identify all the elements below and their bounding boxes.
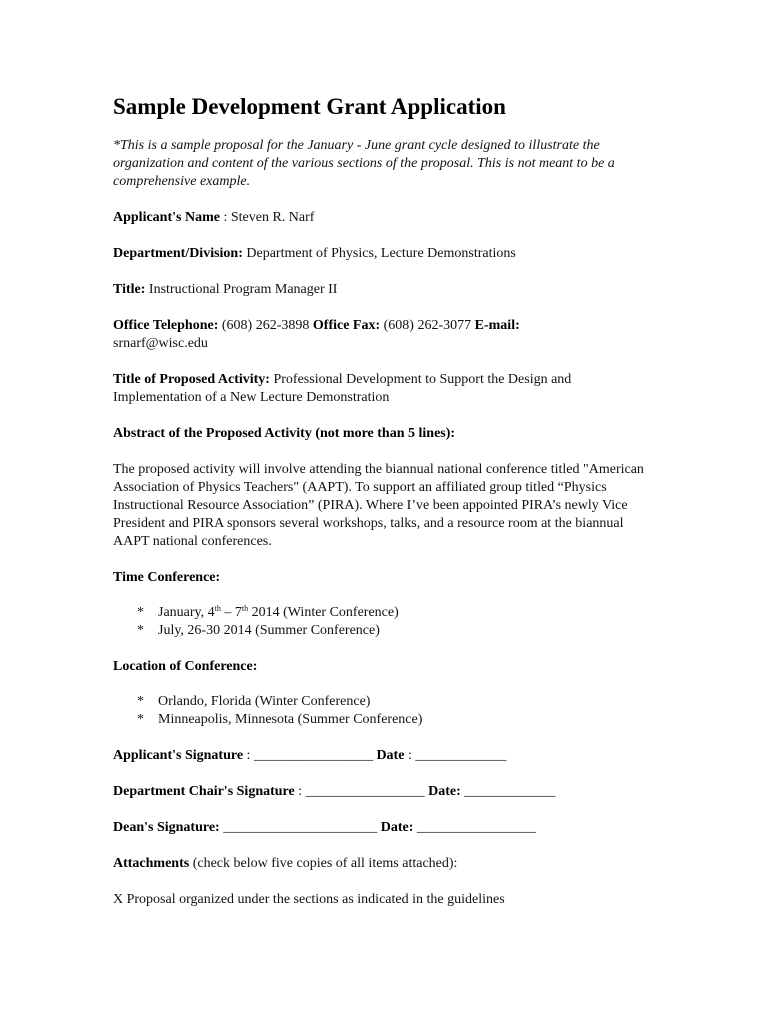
bullet-star: * bbox=[137, 712, 144, 727]
attachments-line bbox=[113, 855, 660, 873]
sample-note: *This is a sample proposal for the January - June grant cycle designed to illustrate the organization and content of the various sections of the proposal. This is not meant to be a comprehensive example. bbox=[113, 138, 615, 189]
contact-line bbox=[113, 317, 660, 353]
summer-date: July, 26-30 2014 (Summer Conference) bbox=[158, 623, 380, 638]
title-label: Title: bbox=[113, 282, 146, 297]
email-label: E-mail: bbox=[474, 318, 520, 333]
chair-date-label: Date: bbox=[424, 784, 461, 799]
document-title: Sample Development Grant Application bbox=[113, 94, 506, 119]
abstract-heading bbox=[113, 425, 660, 443]
location-heading bbox=[113, 658, 660, 676]
location-winter: Orlando, Florida (Winter Conference) bbox=[158, 694, 371, 709]
separator: : bbox=[243, 748, 254, 763]
time-conference-list bbox=[113, 604, 660, 640]
dean-signature-label: Dean's Signature: bbox=[113, 820, 220, 835]
title-value: Instructional Program Manager II bbox=[145, 282, 338, 297]
email-value: srnarf@wisc.edu bbox=[113, 336, 208, 351]
office-fax-label: Office Fax: bbox=[312, 318, 381, 333]
applicant-signature-label: Applicant's Signature bbox=[113, 748, 244, 763]
separator: : bbox=[404, 748, 416, 763]
ordinal-suffix: th bbox=[241, 604, 249, 613]
time-conference-heading bbox=[113, 569, 660, 587]
department-value: Department of Physics, Lecture Demonstrations bbox=[242, 246, 516, 261]
applicant-signature-line bbox=[113, 747, 660, 765]
list-item bbox=[113, 604, 660, 622]
office-telephone-label: Office Telephone: bbox=[113, 318, 219, 333]
applicant-name-line bbox=[113, 209, 660, 227]
attachments-label: Attachments bbox=[113, 856, 190, 871]
location-summer: Minneapolis, Minnesota (Summer Conference) bbox=[158, 712, 423, 727]
applicant-name-separator: : bbox=[219, 210, 231, 225]
bullet-star: * bbox=[137, 694, 144, 709]
chair-signature-field[interactable]: _________________ bbox=[305, 784, 425, 799]
winter-date-start: January, 4 bbox=[158, 605, 215, 620]
department-label: Department/Division: bbox=[113, 246, 243, 261]
attachments-text: (check below five copies of all items attached): bbox=[189, 856, 458, 871]
applicant-date-label: Date bbox=[372, 748, 405, 763]
title-line bbox=[113, 281, 660, 299]
checklist-item-proposal: X Proposal organized under the sections as indicated in the guidelines bbox=[113, 892, 505, 907]
separator: : bbox=[294, 784, 306, 799]
office-fax-value: (608) 262-3077 bbox=[380, 318, 475, 333]
applicant-name-value: Steven R. Narf bbox=[230, 210, 315, 225]
dean-date-field[interactable]: _________________ bbox=[413, 820, 536, 835]
location-heading-text: Location of Conference: bbox=[113, 659, 258, 674]
chair-signature-label: Department Chair's Signature bbox=[113, 784, 295, 799]
abstract-heading-text: Abstract of the Proposed Activity (not more than 5 lines): bbox=[113, 426, 456, 441]
abstract-text: The proposed activity will involve attending the biannual national conference titled "American Association of Physics Teachers" (AAPT). To support an affiliated group titled “Physics Instructional Resource Association” (PIRA). Where I’ve been appointed PIRA’s newly Vice President and PIRA sponsors several workshops, talks, and a resource room at the biannual AAPT national conferences. bbox=[113, 462, 644, 549]
proposed-activity-label: Title of Proposed Activity: bbox=[113, 372, 270, 387]
chair-date-field[interactable]: _____________ bbox=[460, 784, 556, 799]
location-list bbox=[113, 693, 660, 729]
applicant-date-field[interactable]: _____________ bbox=[415, 748, 507, 763]
ordinal-suffix: th bbox=[214, 604, 221, 613]
list-item bbox=[113, 711, 660, 729]
dean-signature-line bbox=[113, 819, 660, 837]
list-item bbox=[113, 622, 660, 640]
office-telephone-value: (608) 262-3898 bbox=[218, 318, 313, 333]
applicant-name-label: Applicant's Name bbox=[113, 210, 220, 225]
bullet-star: * bbox=[137, 623, 144, 638]
list-item bbox=[113, 693, 660, 711]
applicant-signature-field[interactable]: _________________ bbox=[253, 748, 373, 763]
dean-signature-field[interactable]: ______________________ bbox=[219, 820, 378, 835]
time-conference-heading-text: Time Conference: bbox=[113, 570, 221, 585]
proposed-activity-line bbox=[113, 371, 660, 407]
winter-date-rest: 2014 (Winter Conference) bbox=[248, 605, 399, 620]
bullet-star: * bbox=[137, 605, 144, 620]
proposed-activity-value: Professional Development to Support the Design and Implementation of a New Lecture Demonstration bbox=[113, 372, 572, 405]
department-line bbox=[113, 245, 660, 263]
dean-date-label: Date: bbox=[377, 820, 414, 835]
chair-signature-line bbox=[113, 783, 660, 801]
winter-date-end: – 7 bbox=[220, 605, 242, 620]
